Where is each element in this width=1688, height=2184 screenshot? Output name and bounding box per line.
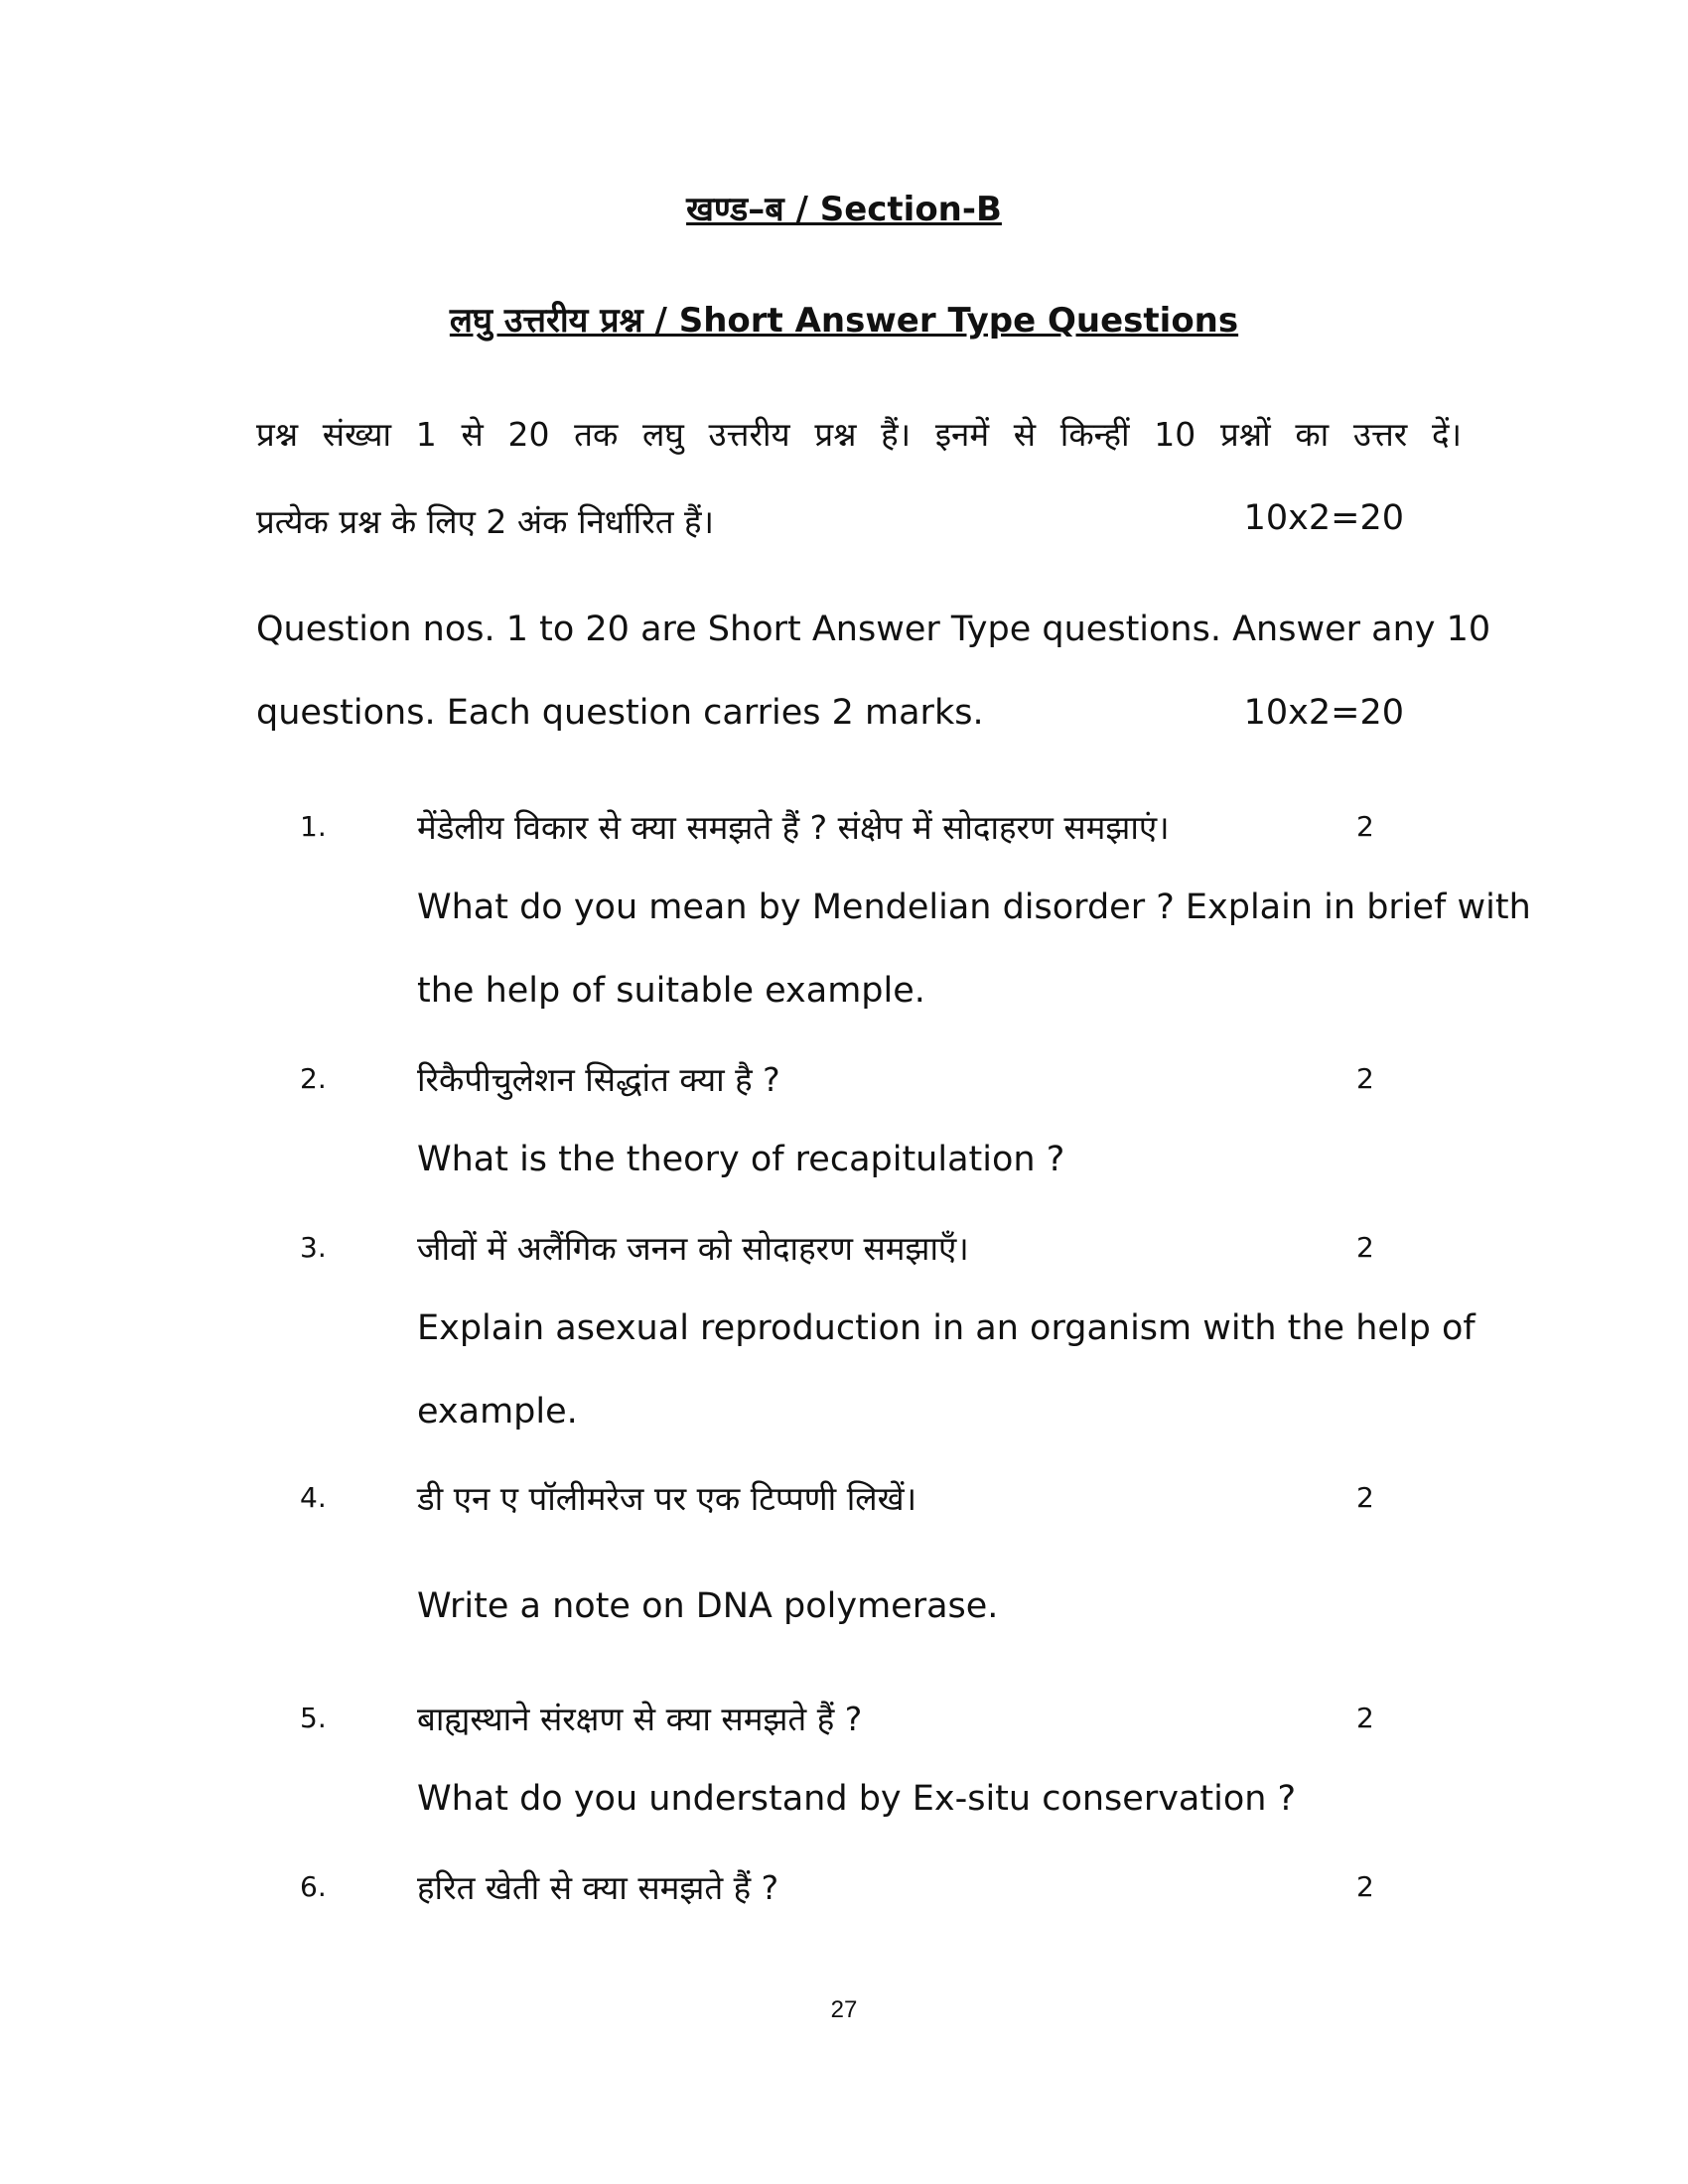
question-marks: 2: [1356, 1062, 1374, 1095]
question-english-text-line-2: the help of suitable example.: [417, 971, 925, 1011]
question-marks: 2: [1356, 810, 1374, 843]
question-hindi-text: हरित खेती से क्या समझते हैं ?: [417, 1868, 779, 1907]
question-number: 4.: [300, 1481, 327, 1514]
question-english-text-line-2: example.: [417, 1392, 578, 1432]
question-number: 3.: [300, 1231, 327, 1264]
instruction-hindi-line-1: प्रश्न संख्या 1 से 20 तक लघु उत्तरीय प्रश्न हैं। इनमें से किन्हीं 10 प्रश्नों का उत्तर दें।: [256, 415, 1462, 454]
question-english-text-line-1: What do you understand by Ex-situ conservation ?: [417, 1779, 1297, 1819]
question-english-text-line-1: What do you mean by Mendelian disorder ? Explain in brief with: [417, 887, 1531, 927]
question-hindi-text: बाह्यस्थाने संरक्षण से क्या समझते हैं ?: [417, 1700, 863, 1738]
subsection-title: लघु उत्तरीय प्रश्न / Short Answer Type Questions: [449, 301, 1239, 341]
question-hindi-text: जीवों में अलैंगिक जनन को सोदाहरण समझाएँ।: [417, 1229, 969, 1268]
question-marks: 2: [1356, 1870, 1374, 1903]
instruction-hindi-line-2: [256, 498, 1462, 543]
question-number: 5.: [300, 1702, 327, 1734]
question-number: 1.: [300, 810, 327, 843]
question-marks: 2: [1356, 1702, 1374, 1734]
instruction-hindi-text: प्रत्येक प्रश्न के लिए 2 अंक निर्धारित हैं।: [256, 502, 715, 541]
question-hindi-text: डी एन ए पॉलीमरेज पर एक टिप्पणी लिखें।: [417, 1479, 917, 1518]
question-hindi-text: मेंडेलीय विकार से क्या समझते हैं ? संक्षेप में सोदाहरण समझाएं।: [417, 808, 1170, 847]
question-hindi-text: रिकैपीचुलेशन सिद्धांत क्या है ?: [417, 1060, 780, 1099]
question-english-text-line-1: What is the theory of recapitulation ?: [417, 1140, 1065, 1179]
question-marks: 2: [1356, 1231, 1374, 1264]
section-title: खण्ड–ब / Section-B: [686, 190, 1002, 229]
instruction-english-line-2: [256, 693, 1462, 733]
question-marks: 2: [1356, 1481, 1374, 1514]
page-number: 27: [830, 1996, 858, 2023]
instruction-hindi-marks: 10x2=20: [1243, 498, 1404, 538]
question-english-text-line-1: Explain asexual reproduction in an organism with the help of: [417, 1308, 1476, 1348]
instruction-english-text: questions. Each question carries 2 marks.: [256, 693, 984, 733]
instruction-english-marks: 10x2=20: [1243, 693, 1404, 733]
question-number: 6.: [300, 1870, 327, 1903]
question-number: 2.: [300, 1062, 327, 1095]
instruction-english-line-1: Question nos. 1 to 20 are Short Answer Type questions. Answer any 10: [256, 610, 1491, 649]
question-english-text-line-1: Write a note on DNA polymerase.: [417, 1586, 999, 1626]
